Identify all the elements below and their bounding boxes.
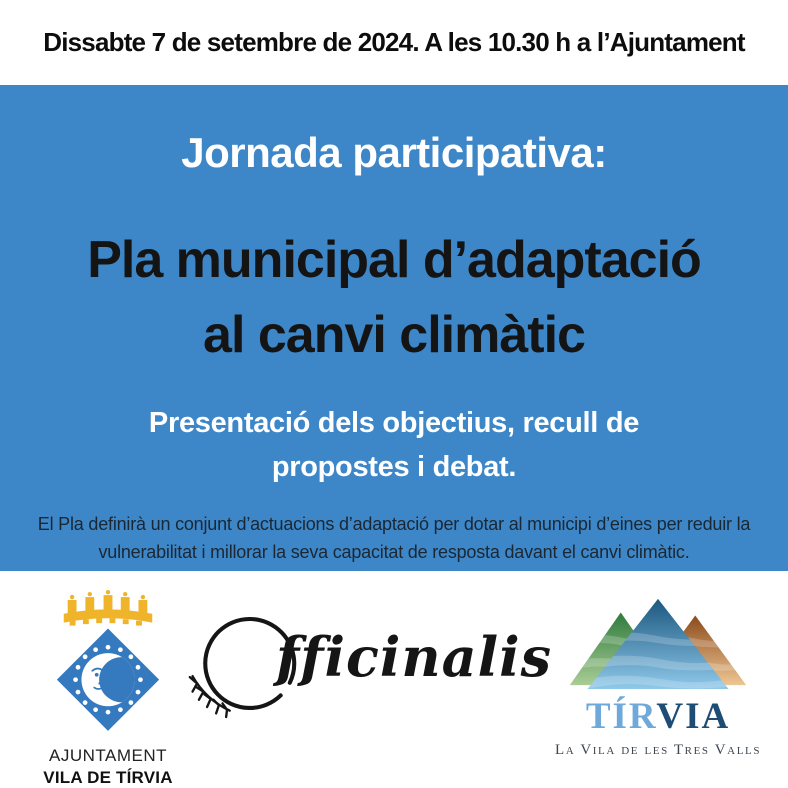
officinalis-wordmark: fficinalis — [275, 625, 553, 689]
three-mountains-icon — [560, 591, 756, 694]
crown-and-moon-emblem-icon — [49, 587, 167, 740]
vila-de-tirvia-label: VILA DE TÍRVIA — [43, 768, 173, 787]
page-title — [87, 223, 701, 373]
title-line-2: al canvi climàtic — [203, 305, 585, 364]
ajuntament-label: AJUNTAMENT — [48, 746, 167, 765]
officinalis-logo — [188, 607, 552, 734]
event-date-bar — [0, 0, 788, 85]
subtitle-text: Presentació dels objectius, recull de propostes i debat. — [148, 407, 640, 483]
description-text: El Pla definirà un conjunt d’actuacions d’adaptació per dotar al municipi d’eines per reduir la vulnerabilitat i millorar la seva capacitat de resposta davant el canvi climàtic. — [37, 514, 751, 563]
tirvia-wordmark-light: TÍR — [585, 696, 657, 737]
tirvia-wordmark-dark: VIA — [656, 696, 731, 737]
title-line-1: Pla municipal d’adaptació — [87, 230, 701, 289]
ajuntament-tirvia-logo — [28, 585, 188, 788]
tirvia-logo — [552, 585, 764, 759]
logo-footer — [0, 571, 788, 788]
tirvia-wordmark — [586, 698, 730, 735]
tirvia-tagline: La Vila de les Tres Valls — [554, 742, 762, 758]
kicker-text: Jornada participativa: — [181, 128, 607, 176]
hero-section — [0, 85, 788, 571]
event-date-text: Dissabte 7 de setembre de 2024. A les 10.30 h a l’Ajuntament — [43, 26, 745, 57]
